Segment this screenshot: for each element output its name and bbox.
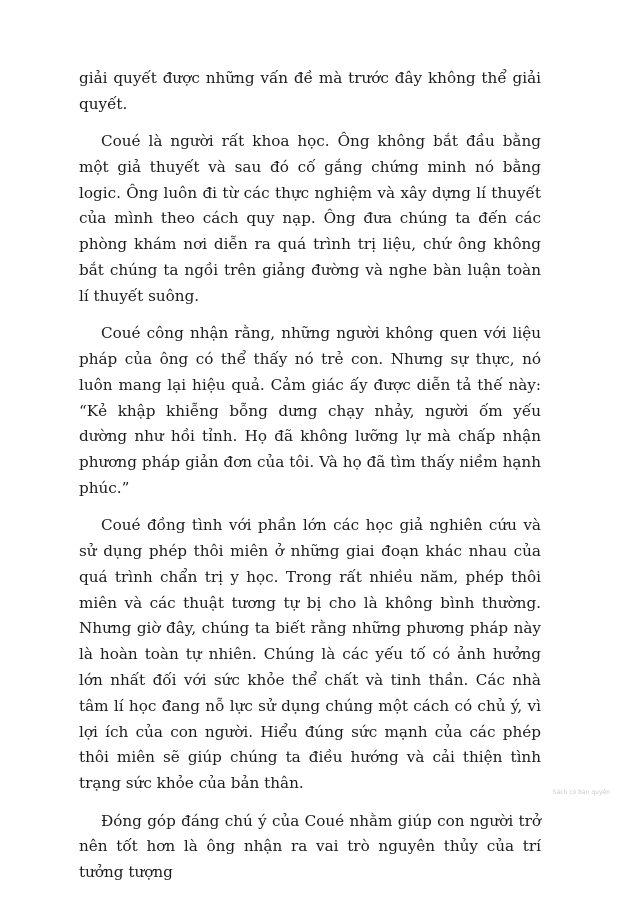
paragraph: Coué là người rất khoa học. Ông không bắt đầu bằng một giả thuyết và sau đó cố gắng chứng minh nó bằng logic. Ông luôn đi từ các thực nghiệm và xây dựng lí thuyết của mình theo cách quy nạp. Ông đưa chúng ta đến các phòng khám nơi diễn ra quá trình trị liệu, chứ ông không bắt chúng ta ngồi trên giảng đường và nghe bàn luận toàn lí thuyết suông.: [79, 132, 541, 305]
paragraph: Coué công nhận rằng, những người không quen với liệu pháp của ông có thể thấy nó trẻ con. Nhưng sự thực, nó luôn mang lại hiệu quả. Cảm giác ấy được diễn tả thế này: “Kẻ khập khiễng bỗng dưng chạy nhảy, người ốm yếu dường như hồi tỉnh. Họ đã không lưỡng lự mà chấp nhận phương pháp giản đơn của tôi. Và họ đã tìm thấy niềm hạnh phúc.”: [79, 324, 541, 497]
paragraph: Đóng góp đáng chú ý của Coué nhằm giúp con người trở nên tốt hơn là ông nhận ra vai trò nguyên thủy của trí tưởng tượng: [79, 811, 541, 882]
copyright-watermark: Sách có bản quyền: [552, 789, 610, 796]
paragraph-continued: giải quyết được những vấn đề mà trước đây không thể giải quyết.: [79, 69, 541, 113]
page-body: [79, 66, 541, 897]
paragraph: Coué đồng tình với phần lớn các học giả nghiên cứu và sử dụng phép thôi miên ở những giai đoạn khác nhau của quá trình chẩn trị y học. Trong rất nhiều năm, phép thôi miên và các thuật tương tự bị cho là không bình thường. Nhưng giờ đây, chúng ta biết rằng những phương pháp này là hoàn toàn tự nhiên. Chúng là các yếu tố có ảnh hưởng lớn nhất đối với sức khỏe thể chất và tinh thần. Các nhà tâm lí học đang nỗ lực sử dụng chúng một cách có chủ ý, vì lợi ích của con người. Hiểu đúng sức mạnh của các phép thôi miên sẽ giúp chúng ta điều hướng và cải thiện tình trạng sức khỏe của bản thân.: [79, 516, 541, 793]
